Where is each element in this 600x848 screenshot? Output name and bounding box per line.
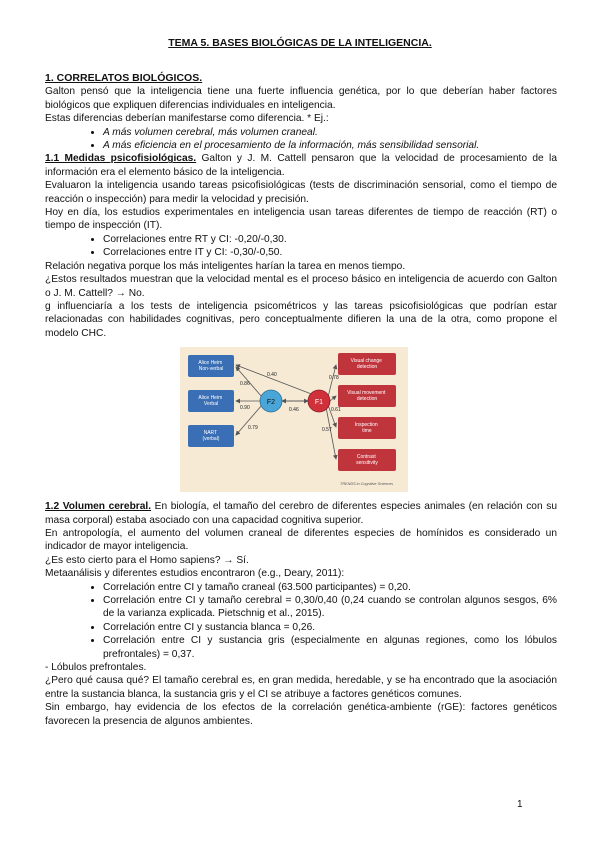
- left-box-2-line-2: Verbal: [203, 401, 219, 408]
- section-1-2-paragraph: En antropología, el aumento del volumen craneal de diferentes especies de homínidos es considerado un indicador de mayor inteligencia.: [45, 527, 557, 553]
- section-1-paragraph: Galton pensó que la inteligencia tiene una fuerte influencia genética, por lo que deberían haber factores biológicos que expliquen diferencias individuales en inteligencia.: [45, 86, 557, 111]
- section-1-list: [45, 126, 557, 153]
- right-box-4: [338, 449, 396, 471]
- right-box-4-line-1: Contrast: [356, 454, 376, 461]
- list-item: • A más eficiencia en el procesamiento de la información, más sensibilidad sensorial.: [103, 139, 557, 152]
- loading-right-1: 0.78: [329, 375, 339, 382]
- page-number: 1: [517, 799, 523, 810]
- left-box-2: [188, 390, 234, 412]
- list-item: • A más volumen cerebral, más volumen craneal.: [103, 126, 557, 139]
- section-1-2-paragraph: 1.2 Volumen cerebral. En biología, el tamaño del cerebro de diferentes especies animales (en relación con su masa corporal) estaba asociado con una capacidad cognitiva superior.: [45, 501, 557, 526]
- factor-f1-label: F1: [314, 399, 324, 407]
- right-box-3-line-1: Inspection: [354, 422, 378, 429]
- right-box-1-line-1: Visual change: [350, 358, 382, 365]
- right-box-2: [338, 385, 396, 407]
- section-1-2-heading: 1.2 Volumen cerebral.: [45, 501, 152, 513]
- section-1-1-heading: 1.1 Medidas psicofisiológicas.: [45, 153, 197, 165]
- document-body: [45, 72, 557, 728]
- right-box-3: [338, 417, 396, 439]
- section-1-heading: 1. CORRELATOS BIOLÓGICOS.: [45, 72, 203, 84]
- left-box-1-line-1: Alice Heim: [198, 360, 223, 367]
- left-box-2-line-1: Alice Heim: [198, 395, 223, 402]
- section-1-paragraph: Estas diferencias deberían manifestarse como diferencia. * Ej.:: [45, 113, 329, 125]
- left-box-3: [188, 425, 234, 447]
- section-1-1-paragraph: g influenciaría a los tests de inteligencia psicométricos y las tareas psicofisiológicas que podrían estar relacionadas con habilidades cognitivas, pero conceptualmente difieren la una de la otra, como propone el modelo CHC.: [45, 300, 557, 339]
- list-item: • Correlaciones entre RT y CI: -0,20/-0,30.: [103, 233, 557, 246]
- factor-f2-label: F2: [266, 399, 276, 407]
- document-title: TEMA 5. BASES BIOLÓGICAS DE LA INTELIGENCIA.: [168, 37, 432, 49]
- list-item: • Correlación entre CI y sustancia blanca = 0,26.: [103, 621, 557, 634]
- factor-model-figure: [180, 347, 408, 492]
- section-1-1-list: [45, 233, 557, 260]
- list-item: • Correlación entre CI y tamaño craneal (63.500 participantes) = 0,20.: [103, 581, 557, 594]
- loading-right-3: 0.57: [322, 427, 332, 434]
- svg-text:Contrast sensitivity: [356, 454, 378, 466]
- left-box-3-line-1: NART: [203, 430, 218, 437]
- left-box-1: [188, 355, 234, 377]
- section-1-1-paragraph: Evaluaron la inteligencia usando tareas psicofisiológicas (tests de discriminación sensorial, como el tiempo de reacción o inspección) para medir la velocidad y precisión.: [45, 180, 557, 205]
- loading-left-3: 0.79: [248, 425, 258, 432]
- right-box-2-line-2: detection: [356, 396, 378, 403]
- list-item: • Correlación entre CI y tamaño cerebral = 0,30/0,40 (0,24 cuando se controlan algunos sesgos, 6% de la varianza explicada. Pietschnig et al., 2015).: [103, 594, 557, 621]
- section-1-2-paragraph: ¿Pero qué causa qué? El tamaño cerebral es, en gran medida, heredable, y se ha encontrado que la asociación entre la sustancia blanca, la sustancia gris y el CI se atribuye a factores genéticos comunes.: [45, 675, 557, 700]
- factor-correlation-label: 0.46: [289, 407, 299, 414]
- section-1-2-paragraph: ¿Es esto cierto para el Homo sapiens? → Sí.: [45, 554, 249, 566]
- right-box-1-line-2: detection: [356, 364, 378, 371]
- section-1-1-paragraph: 1.1 Medidas psicofisiológicas. Galton y J. M. Cattell pensaron que la velocidad de procesamiento de la información era el elemento básico de la inteligencia.: [45, 153, 557, 178]
- section-1-1-paragraph: Relación negativa porque los más inteligentes harían la tarea en menos tiempo.: [45, 260, 406, 272]
- section-1-1-paragraph: Hoy en día, los estudios experimentales en inteligencia usan tareas diferentes de tiempo de reacción (RT) o tiempo de inspección (IT).: [45, 207, 557, 232]
- svg-text:Alice Heim Non-verba: [198, 360, 223, 372]
- section-1-2-list: [45, 581, 557, 661]
- right-box-4-line-2: sensitivity: [356, 460, 378, 467]
- top-path-label: 0.40: [267, 372, 277, 379]
- section-1-1-paragraph: ¿Estos resultados muestran que la velocidad mental es el proceso básico en inteligencia de acuerdo con Galton o J. M. Cattell? → No.: [45, 274, 557, 299]
- loading-left-1: 0.86: [240, 381, 250, 388]
- loading-left-2: 0.90: [240, 405, 250, 412]
- list-item: • Correlación entre CI y sustancia gris (especialmente en algunas regiones, como los lóbulos prefrontales) = 0,37.: [103, 634, 557, 661]
- figure-caption: TRENDS in Cognitive Sciences: [340, 482, 393, 487]
- section-1-2-paragraph: - Lóbulos prefrontales.: [45, 662, 147, 673]
- right-box-2-line-1: Visual movement: [347, 390, 386, 397]
- section-1-2-paragraph: Sin embargo, hay evidencia de los efectos de la correlación genética-ambiente (rGE): factores genéticos favorecen la presencia de algunos ambientes.: [45, 702, 557, 727]
- right-box-1: [338, 353, 396, 375]
- svg-text:NART (verbal): [203, 430, 220, 442]
- left-box-3-line-2: (verbal): [202, 436, 220, 443]
- right-box-3-line-2: time: [362, 428, 372, 435]
- loading-right-2: 0.61: [331, 407, 341, 414]
- left-box-1-line-2: Non-verbal: [198, 366, 224, 373]
- section-1-2-paragraph: Metaanálisis y diferentes estudios encontraron (e.g., Deary, 2011):: [45, 568, 345, 580]
- list-item: • Correlaciones entre IT y CI: -0,30/-0,50.: [103, 246, 557, 259]
